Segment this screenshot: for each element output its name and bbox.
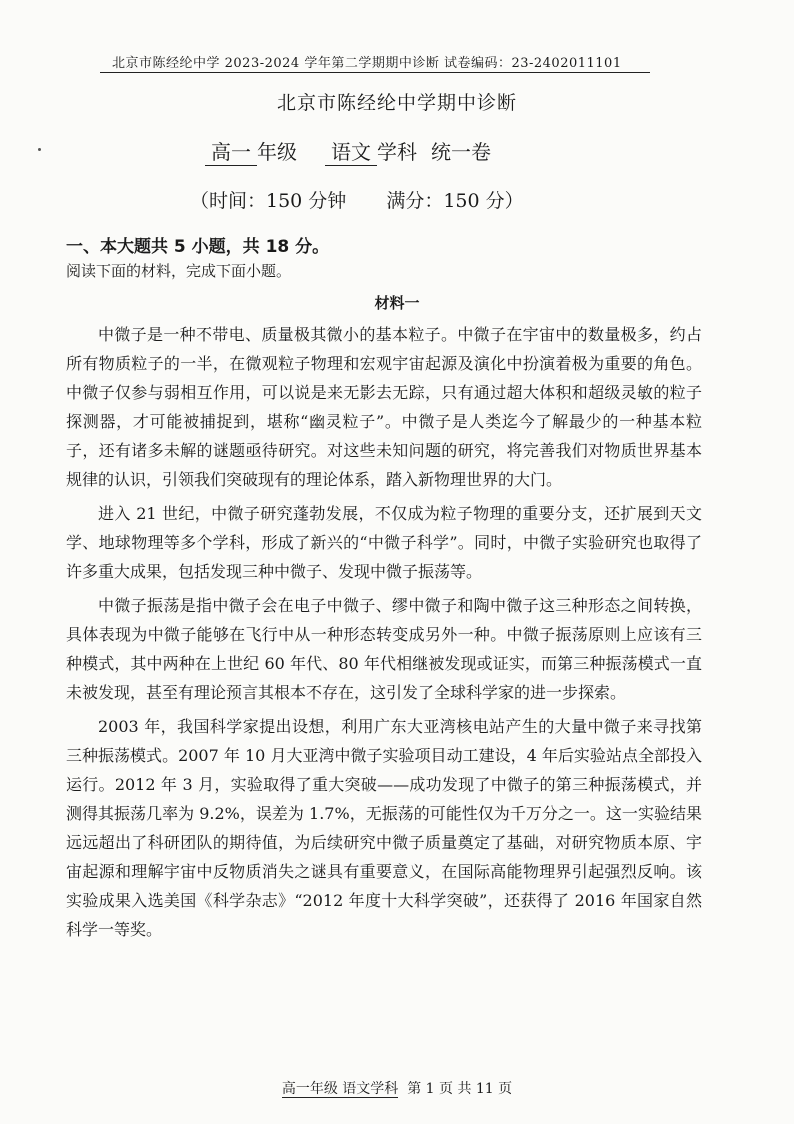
paragraph: 进入 21 世纪，中微子研究蓬勃发展，不仅成为粒子物理的重要分支，还扩展到天文学、地球物理等多个学科，形成了新兴的“中微子科学”。同时，中微子实验研究也取得了许多重大成果，包括发现三种中微子、发现中微子振荡等。 [66, 504, 702, 581]
paragraph: 2003 年，我国科学家提出设想，利用广东大亚湾核电站产生的大量中微子来寻找第三种振荡模式。2007 年 10 月大亚湾中微子实验项目动工建设，4 年后实验站点全部投入运行。2012 年 3 月，实验取得了重大突破——成功发现了中微子的第三种振荡模式，并测得其振荡几率为 9.2%，误差为 1.7%，无振荡的可能性仅为千万分之一。这一实验结果远远超出了科研团队的期待值，为后续研究中微子质量奠定了基础，对研究物质本原、宇宙起源和理解宇宙中反物质消失之谜具有重要意义，在国际高能物理界引起强烈反响。该实验成果入选美国《科学杂志》“2012 年度十大科学突破”，还获得了 2016 年国家自然科学一等奖。 [66, 717, 702, 939]
page-footer [0, 1078, 794, 1098]
header-divider [100, 72, 650, 73]
paper-type: 统一卷 [431, 140, 491, 164]
grade-value: 高一 [205, 136, 257, 166]
footer-grade-subject: 高一年级 语文学科 [281, 1081, 399, 1097]
paragraph: 中微子是一种不带电、质量极其微小的基本粒子。中微子在宇宙中的数量极多，约占所有物质粒子的一半，在微观粒子物理和宏观宇宙起源及演化中扮演着极为重要的角色。中微子仅参与弱相互作用，可以说是来无影去无踪，只有通过超大体积和超级灵敏的粒子探测器，才可能被捕捉到，堪称“幽灵粒子”。中微子是人类迄今了解最少的一种基本粒子，还有诸多未解的谜题亟待研究。对这些未知问题的研究，将完善我们对物质世界基本规律的认识，引领我们突破现有的理论体系，踏入新物理世界的大门。 [66, 325, 702, 489]
time-line [190, 186, 650, 213]
material-body [66, 320, 702, 949]
material-title: 材料一 [374, 294, 420, 312]
subject-label: 学科 [377, 140, 417, 164]
exam-title: 北京市陈经纶中学期中诊断 [276, 92, 517, 114]
grade-label: 年级 [257, 140, 297, 164]
exam-header: 北京市陈经纶中学 2023-2024 学年第二学期期中诊断 试卷编码：23-2402011101 [112, 56, 622, 71]
scan-speck [38, 148, 41, 151]
section-heading: 一、本大题共 5 小题，共 18 分。 [66, 237, 330, 257]
paragraph: 中微子振荡是指中微子会在电子中微子、缪中微子和陶中微子这三种形态之间转换，具体表现为中微子能够在飞行中从一种形态转变成另外一种。中微子振荡原则上应该有三种模式，其中两种在上世纪 60 年代、80 年代相继被发现或证实，而第三种振荡模式一直未被发现，甚至有理论预言其根本不存在，这引发了全球科学家的进一步探索。 [66, 596, 702, 702]
page-number: 第 1 页 共 11 页 [407, 1081, 513, 1097]
subject-line [205, 136, 625, 166]
instruction-text: 阅读下面的材料，完成下面小题。 [66, 262, 292, 280]
full-score: 满分：150 分） [386, 190, 524, 212]
time-limit: （时间：150 分钟 [190, 190, 347, 212]
subject-value: 语文 [325, 136, 377, 166]
